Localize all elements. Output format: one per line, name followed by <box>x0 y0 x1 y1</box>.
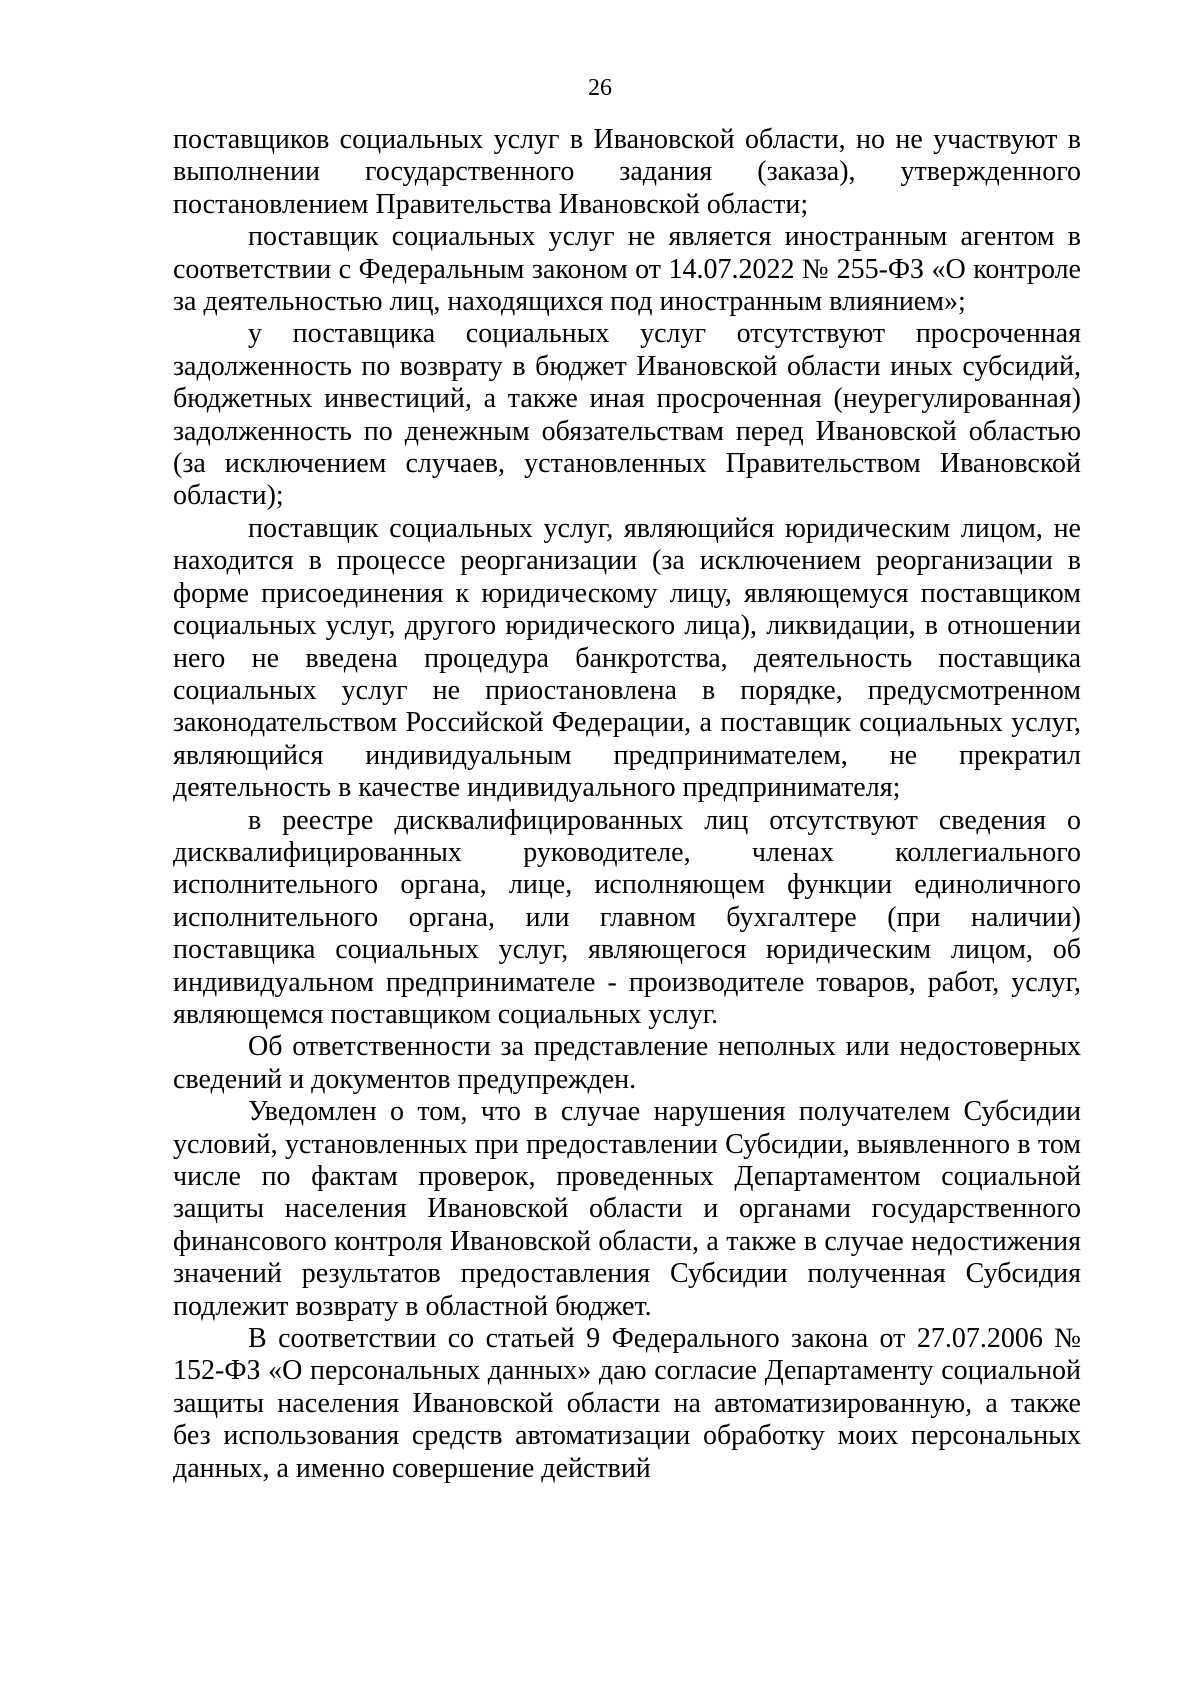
paragraph-disqualified-registry: в реестре дисквалифицированных лиц отсутствуют сведения о дисквалифицированных руководителе, членах коллегиального исполнительного органа, лице, исполняющем функции единоличного исполнительного органа, или главном бухгалтере (при наличии) поставщика социальных услуг, являющегося юридическим лицом, об индивидуальном предпринимателе - производителе товаров, работ, услуг, являющемся поставщиком социальных услуг. <box>173 804 1081 1030</box>
document-body <box>173 124 1081 1485</box>
paragraph-notification: Уведомлен о том, что в случае нарушения получателем Субсидии условий, установленных при предоставлении Субсидии, выявленного в том числе по фактам проверок, проведенных Департаментом социальной защиты населения Ивановской области и органами государственного финансового контроля Ивановской области, а также в случае недостижения значений результатов предоставления Субсидии полученная Субсидия подлежит возврату в областной бюджет. <box>173 1096 1081 1322</box>
paragraph-responsibility: Об ответственности за представление неполных или недостоверных сведений и документов предупрежден. <box>173 1031 1081 1095</box>
paragraph-continuation: поставщиков социальных услуг в Ивановской области, но не участвуют в выполнении государственного задания (заказа), утвержденного постановлением Правительства Ивановской области; <box>173 124 1081 220</box>
paragraph-debt: у поставщика социальных услуг отсутствуют просроченная задолженность по возврату в бюджет Ивановской области иных субсидий, бюджетных инвестиций, а также иная просроченная (неурегулированная) задолженность по денежным обязательствам перед Ивановской областью (за исключением случаев, установленных Правительством Ивановской области); <box>173 318 1081 512</box>
page-number: 26 <box>588 75 612 101</box>
paragraph-personal-data-consent: В соответствии со статьей 9 Федерального закона от 27.07.2006 № 152-ФЗ «О персональных данных» даю согласие Департаменту социальной защиты населения Ивановской области на автоматизированную, а также без использования средств автоматизации обработку моих персональных данных, а именно совершение действий <box>173 1323 1081 1484</box>
paragraph-foreign-agent: поставщик социальных услуг не является иностранным агентом в соответствии с Федеральным законом от 14.07.2022 № 255-ФЗ «О контроле за деятельностью лиц, находящихся под иностранным влиянием»; <box>173 221 1081 318</box>
paragraph-reorganization: поставщик социальных услуг, являющийся юридическим лицом, не находится в процессе реорганизации (за исключением реорганизации в форме присоединения к юридическому лицу, являющемуся поставщиком социальных услуг, другого юридического лица), ликвидации, в отношении него не введена процедура банкротства, деятельность поставщика социальных услуг не приостановлена в порядке, предусмотренном законодательством Российской Федерации, а поставщик социальных услуг, являющийся индивидуальным предпринимателем, не прекратил деятельность в качестве индивидуального предпринимателя; <box>173 512 1081 804</box>
